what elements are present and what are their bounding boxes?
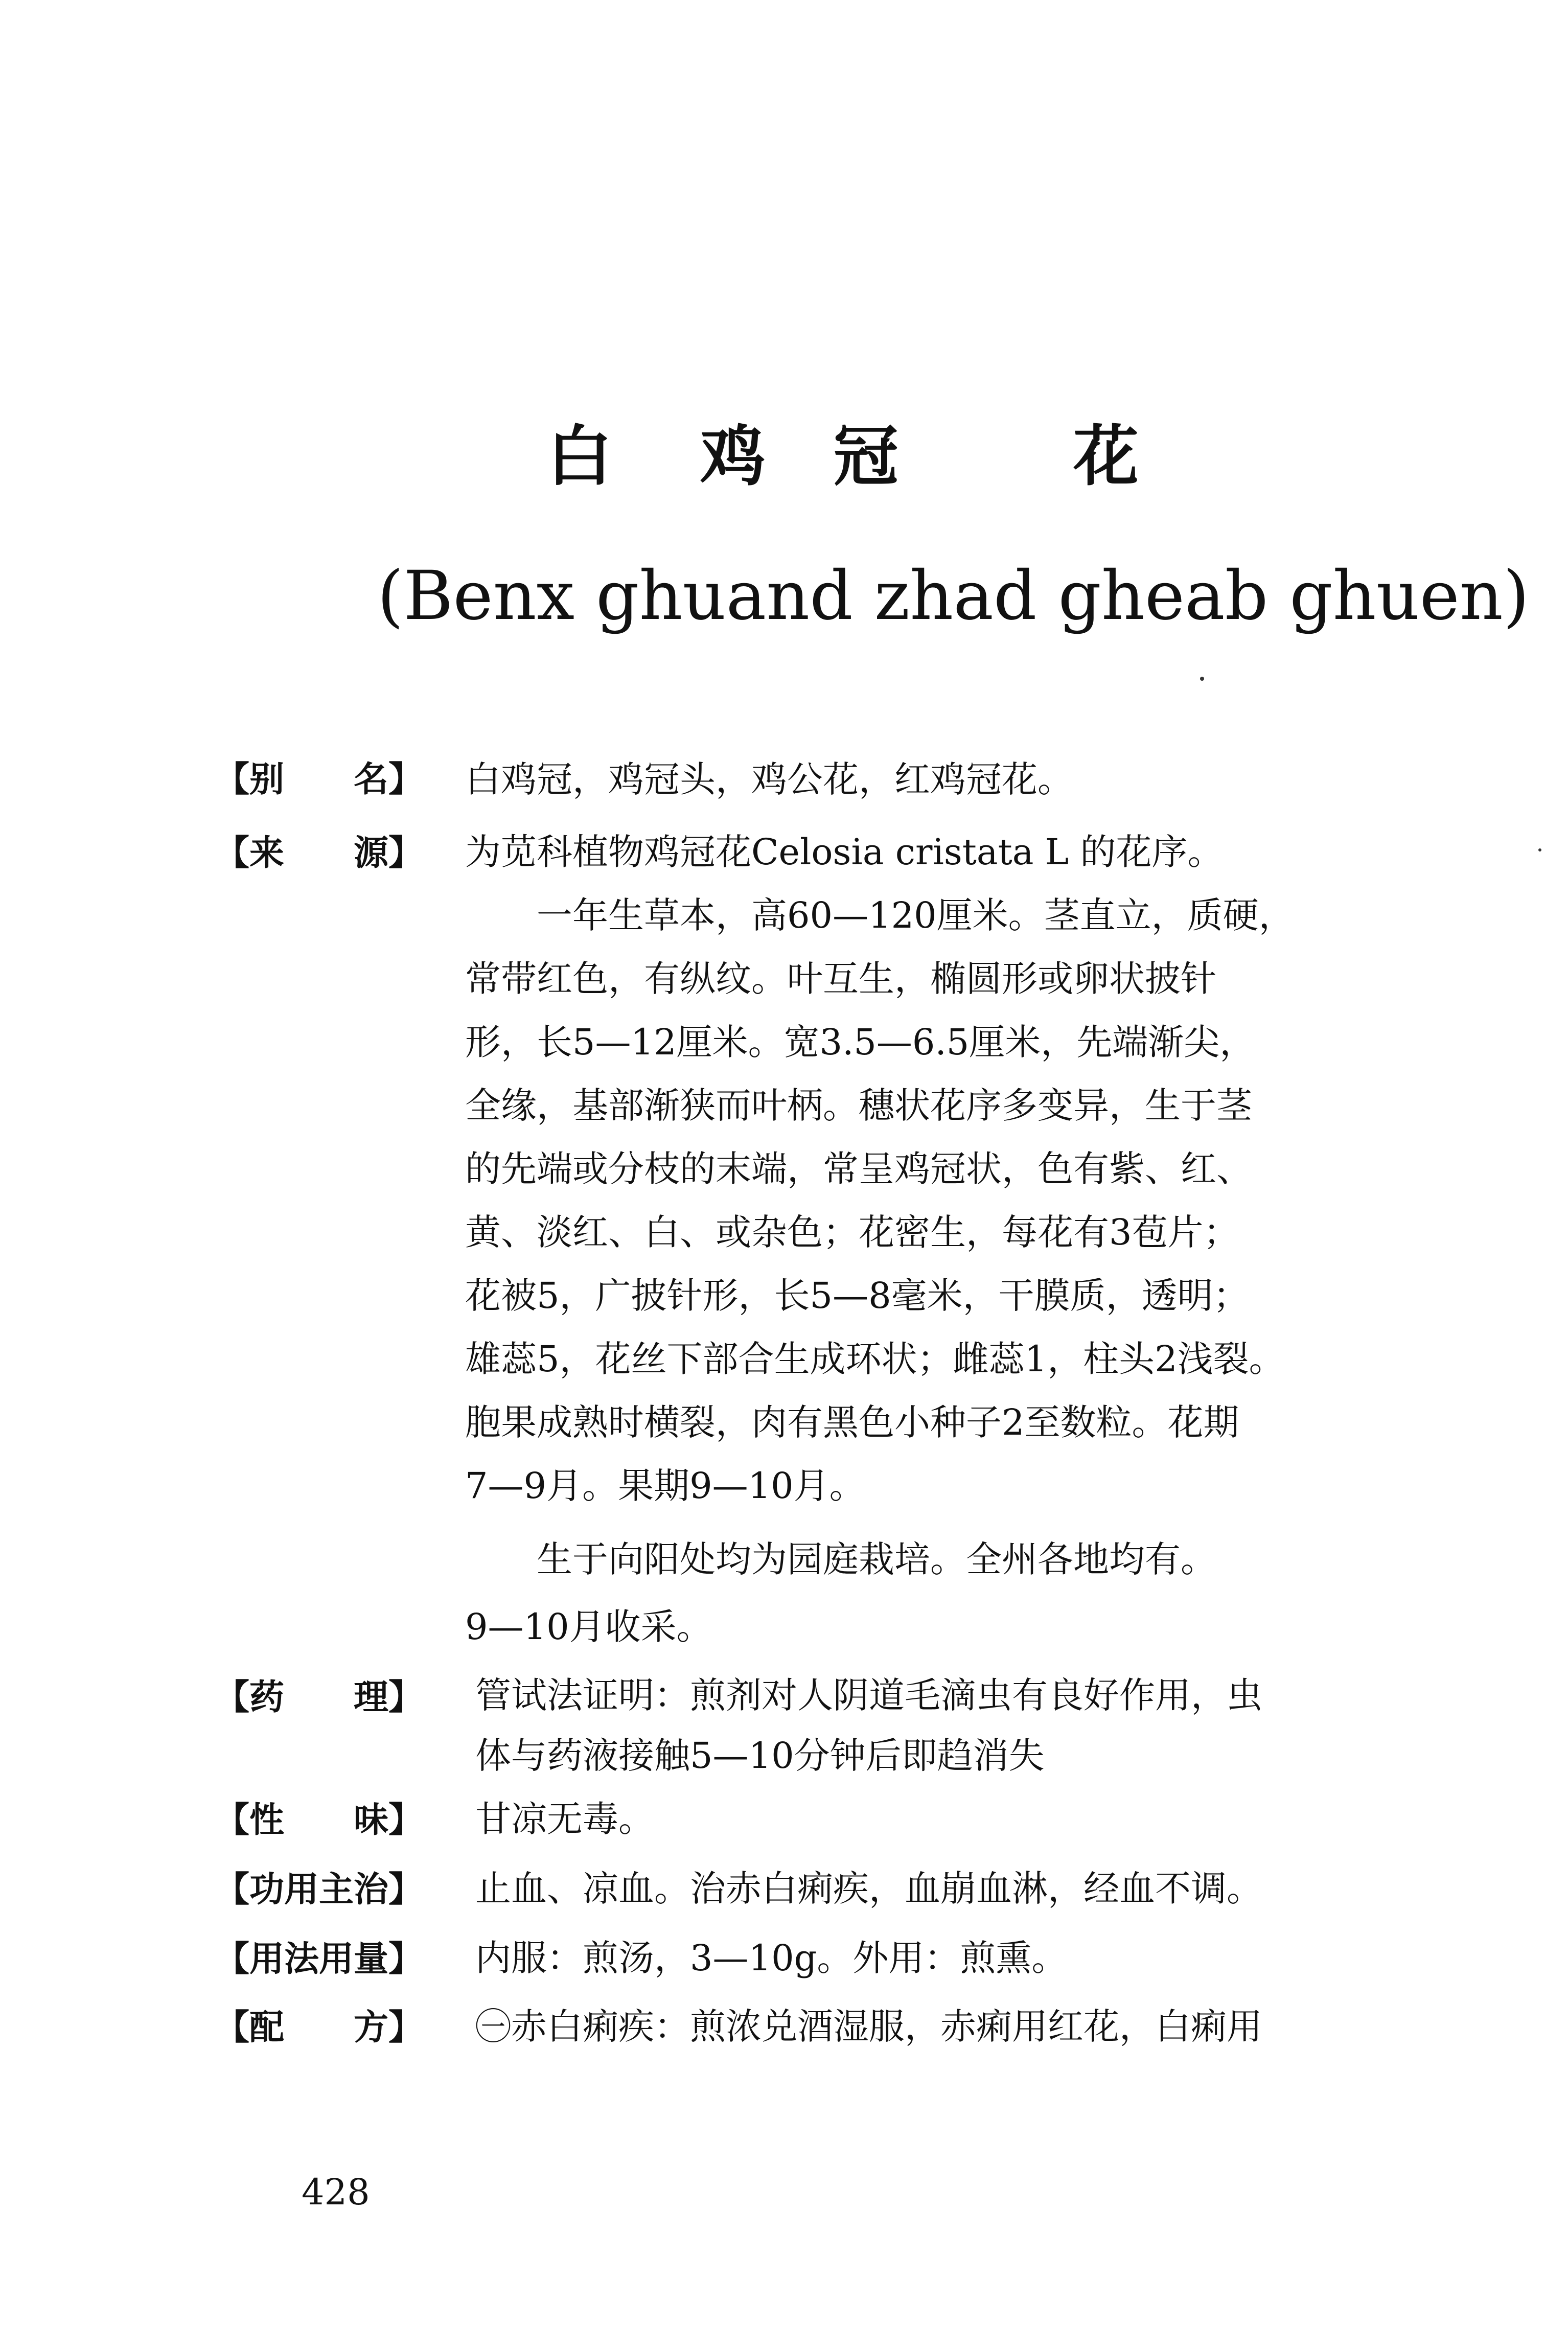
text-line: 内服：煎汤，3—10g。外用：煎熏。 xyxy=(475,1937,1068,1979)
text-line: 甘凉无毒。 xyxy=(475,1798,654,1840)
text-line: 的先端或分枝的末端，常呈鸡冠状，色有紫、红、 xyxy=(465,1148,1252,1190)
text-line: 白鸡冠，鸡冠头，鸡公花，红鸡冠花。 xyxy=(465,758,1073,800)
page-number: 428 xyxy=(302,2171,370,2213)
text-line: 生于向阳处均为园庭栽培。全州各地均有。 xyxy=(465,1538,1216,1580)
text-line: 7—9月。果期9—10月。 xyxy=(465,1465,865,1507)
text-line: 全缘，基部渐狭而叶柄。穗状花序多变异，生于茎 xyxy=(465,1085,1252,1126)
text-line: 黄、淡红、白、或杂色；花密生，每花有3苞片； xyxy=(465,1211,1239,1253)
entry-label-dosage: 【用法用量】 xyxy=(215,1939,424,1979)
text-line: 一年生草本，高60—120厘米。茎直立，质硬， xyxy=(465,894,1295,936)
entry-label-alias: 【别 名】 xyxy=(215,759,424,800)
title-pinyin: (Benx ghuand zhad gheab ghuen) xyxy=(377,557,1530,635)
text-line: 体与药液接触5—10分钟后即趋消失 xyxy=(475,1735,1045,1777)
text-line: 花被5，广披针形，长5—8毫米，干膜质，透明； xyxy=(465,1275,1249,1317)
text-line: 雄蕊5，花丝下部合生成环状；雌蕊1，柱头2浅裂。 xyxy=(465,1338,1285,1380)
entry-label-source: 【来 源】 xyxy=(215,833,424,873)
title-char: 白 xyxy=(547,419,613,495)
entry-label-taste: 【性 味】 xyxy=(215,1800,424,1840)
title-char: 鸡 xyxy=(700,419,766,495)
title-char: 花 xyxy=(1073,419,1139,495)
title-char: 冠 xyxy=(833,419,899,495)
text-line: 形，长5—12厘米。宽3.5—6.5厘米，先端渐尖， xyxy=(465,1021,1256,1063)
text-line: 9—10月收采。 xyxy=(465,1606,712,1648)
text-line: ㊀赤白痢疾：煎浓兑酒湿服，赤痢用红花，白痢用 xyxy=(475,2006,1262,2047)
entry-label-pharmacology: 【药 理】 xyxy=(215,1677,424,1718)
text-line: 胞果成熟时横裂，肉有黑色小种子2至数粒。花期 xyxy=(465,1401,1239,1443)
text-line: 管试法证明：煎剂对人阴道毛滴虫有良好作用，虫 xyxy=(475,1674,1262,1716)
text-line: 常带红色，有纵纹。叶互生，椭圆形或卵状披针 xyxy=(465,958,1216,1000)
speck-mark xyxy=(1538,848,1541,851)
entry-label-formula: 【配 方】 xyxy=(215,2008,424,2048)
text-line: 为苋科植物鸡冠花Celosia cristata L 的花序。 xyxy=(465,831,1224,873)
entry-label-functions: 【功用主治】 xyxy=(215,1870,424,1910)
speck-mark xyxy=(1200,677,1204,681)
text-line: 止血、凉血。治赤白痢疾，血崩血淋，经血不调。 xyxy=(475,1868,1262,1909)
